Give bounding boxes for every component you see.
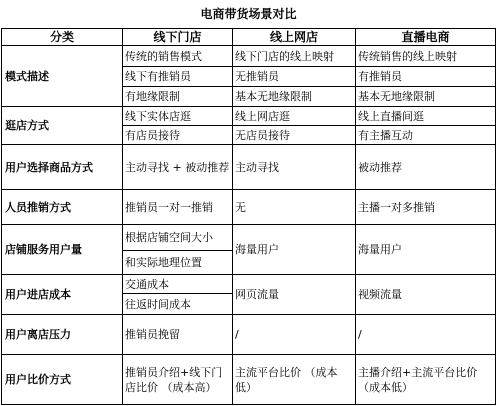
cell-online-browse-1: 线上网店逛	[235, 109, 290, 123]
cell-offline-mode-3: 有地缘限制	[125, 90, 180, 103]
row-label-browsing: 逛店方式	[5, 119, 49, 132]
table-title: 电商带货场景对比	[200, 7, 297, 21]
row-label-capacity: 店铺服务用户量	[5, 243, 82, 256]
cell-offline-selection: 主动寻找 + 被动推荐	[125, 160, 230, 174]
cell-live-leave: /	[358, 328, 362, 341]
cell-live-sales: 主播一对多推销	[358, 200, 435, 214]
cell-online-mode-1: 线下门店的线上映射	[235, 49, 334, 63]
row-label-selection: 用户选择商品方式	[5, 160, 93, 174]
header-live-commerce: 直播电商	[401, 29, 450, 44]
row-label-leave-pressure: 用户离店压力	[5, 328, 71, 341]
cell-online-price: 主流平台比价 （成本低）	[235, 365, 338, 394]
cell-online-leave: /	[235, 328, 239, 341]
cell-live-mode-3: 基本无地缘限制	[358, 90, 435, 103]
cell-offline-leave: 推销员挽留	[125, 328, 180, 341]
cell-online-browse-2: 无店员接待	[235, 128, 290, 142]
cell-live-mode-2: 有推销员	[358, 70, 402, 83]
cell-live-price: 主播介绍+主流平台比价 （成本低）	[358, 365, 478, 394]
cell-offline-capacity-2: 和实际地理位置	[125, 256, 202, 269]
cell-online-sales: 无	[235, 200, 246, 214]
comparison-table	[1, 28, 496, 405]
cell-offline-price: 推销员介绍+线下门店比价 （成本高）	[125, 365, 223, 394]
row-label-sales: 人员推销方式	[5, 200, 71, 214]
cell-online-mode-2: 无推销员	[235, 70, 279, 83]
cell-offline-browse-2: 有店员接待	[125, 128, 180, 142]
cell-online-selection: 主动寻找	[235, 160, 279, 174]
cell-online-capacity: 海量用户	[235, 243, 279, 256]
cell-offline-sales: 推销员一对一推销	[125, 200, 213, 214]
header-offline-store: 线下门店	[153, 29, 202, 44]
cell-live-entry: 视频流量	[358, 288, 402, 301]
cell-offline-capacity-1: 根据店铺空间大小	[125, 231, 213, 244]
cell-online-mode-3: 基本无地缘限制	[235, 90, 312, 103]
cell-offline-mode-2: 线下有推销员	[125, 70, 191, 83]
row-label-entry-cost: 用户进店成本	[5, 288, 71, 301]
row-label-mode: 模式描述	[5, 69, 49, 83]
cell-live-capacity: 海量用户	[358, 243, 402, 256]
cell-online-entry: 网页流量	[235, 288, 279, 301]
header-category: 分类	[49, 29, 74, 44]
row-label-price-compare: 用户比价方式	[5, 373, 71, 386]
cell-offline-mode-1: 传统的销售模式	[125, 49, 202, 63]
cell-offline-entry-1: 交通成本	[125, 277, 169, 291]
cell-offline-entry-2: 往返时间成本	[125, 297, 191, 311]
header-online-store: 线上网店	[269, 29, 318, 44]
cell-live-browse-2: 有主播互动	[358, 128, 413, 142]
cell-live-selection: 被动推荐	[358, 160, 402, 174]
cell-live-mode-1: 传统销售的线上映射	[358, 49, 457, 63]
cell-offline-browse-1: 线下实体店逛	[125, 109, 191, 123]
cell-live-browse-1: 线上直播间逛	[358, 109, 424, 123]
